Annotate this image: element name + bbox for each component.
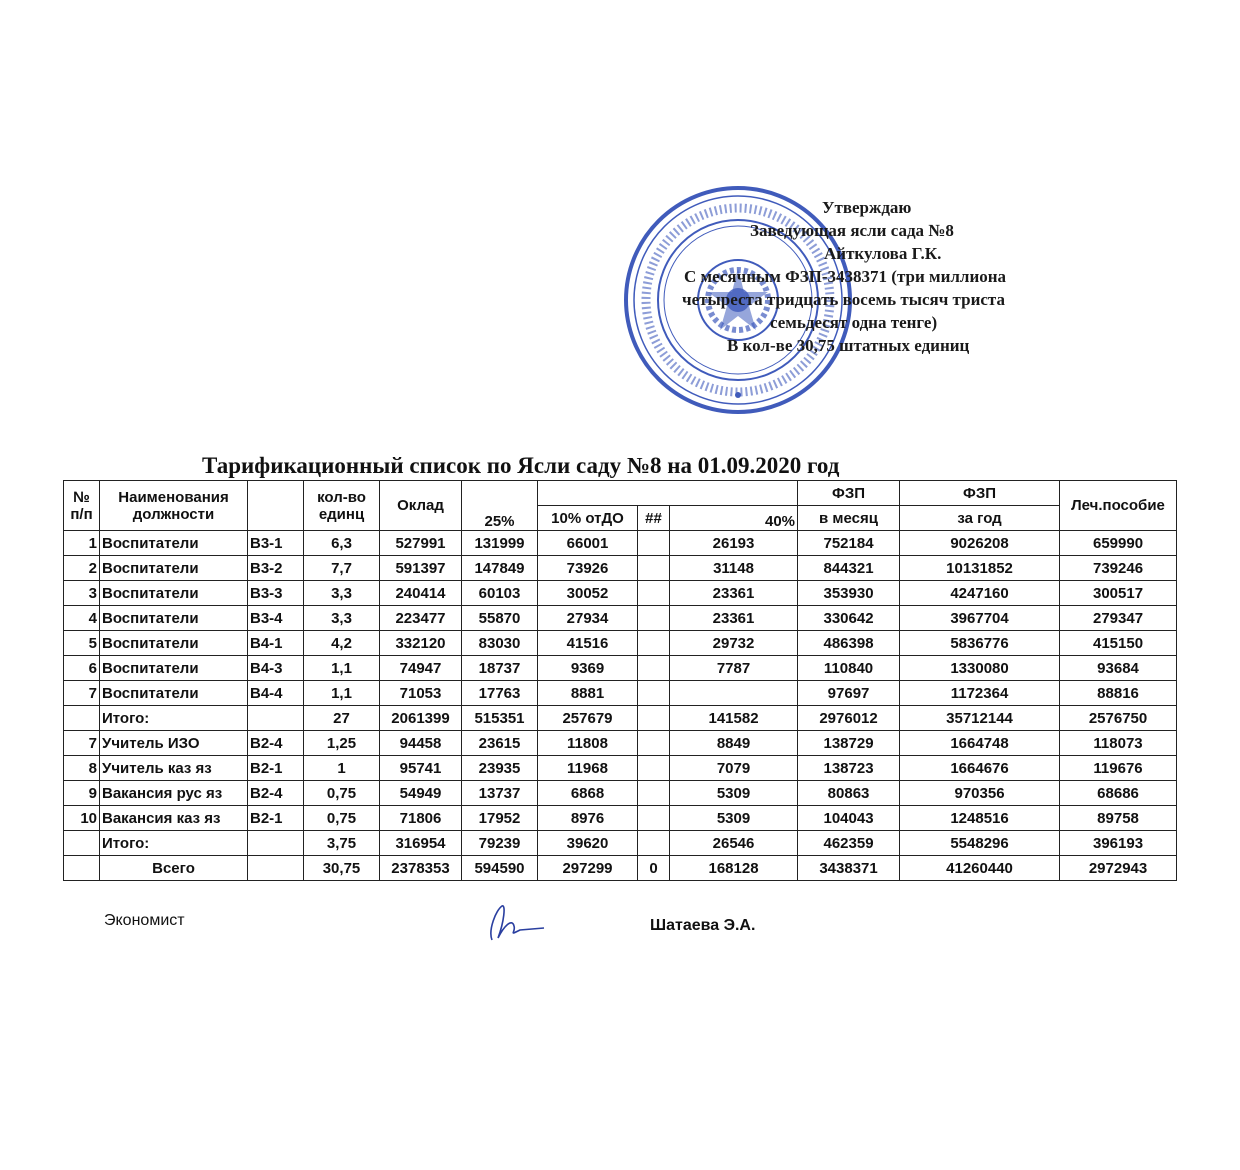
cell-row-number: 1 xyxy=(64,531,100,556)
cell-hash-value xyxy=(638,731,670,756)
cell-units: 6,3 xyxy=(304,531,380,556)
cell-hash-value xyxy=(638,556,670,581)
cell-bonus-25pct: 147849 xyxy=(462,556,538,581)
header-category xyxy=(248,481,304,531)
cell-row-number: 5 xyxy=(64,631,100,656)
cell-bonus-25pct: 131999 xyxy=(462,531,538,556)
cell-salary: 2061399 xyxy=(380,706,462,731)
header-benefit: Леч.пособие xyxy=(1060,481,1177,531)
cell-bonus-40pct: 23361 xyxy=(670,581,798,606)
cell-category: В2-4 xyxy=(248,781,304,806)
cell-salary: 71053 xyxy=(380,681,462,706)
cell-position-name: Воспитатели xyxy=(100,656,248,681)
approval-line: Айткулова Г.К. xyxy=(824,244,942,263)
economist-label: Экономист xyxy=(104,912,185,929)
cell-salary: 74947 xyxy=(380,656,462,681)
header-units: кол-во единц xyxy=(304,481,380,531)
approval-line: четыреста тридцать восемь тысяч триста xyxy=(682,290,1005,309)
cell-fzp-month: 138723 xyxy=(798,756,900,781)
header-hash: ## xyxy=(638,506,670,531)
cell-units: 27 xyxy=(304,706,380,731)
cell-bonus-25pct: 55870 xyxy=(462,606,538,631)
table-row xyxy=(64,831,1177,856)
cell-position-name: Воспитатели xyxy=(100,531,248,556)
table-row xyxy=(64,531,1177,556)
cell-medical-benefit: 2972943 xyxy=(1060,856,1177,881)
cell-salary: 2378353 xyxy=(380,856,462,881)
cell-bonus-25pct: 83030 xyxy=(462,631,538,656)
tariff-table xyxy=(63,480,1177,881)
cell-fzp-month: 462359 xyxy=(798,831,900,856)
cell-fzp-month: 104043 xyxy=(798,806,900,831)
cell-hash-value: 0 xyxy=(638,856,670,881)
header-40pct: 40% xyxy=(670,506,798,531)
cell-salary: 94458 xyxy=(380,731,462,756)
cell-category xyxy=(248,856,304,881)
approval-line: Утверждаю xyxy=(822,198,912,217)
cell-salary: 332120 xyxy=(380,631,462,656)
cell-bonus-10pct: 8976 xyxy=(538,806,638,831)
cell-salary: 527991 xyxy=(380,531,462,556)
cell-bonus-25pct: 23935 xyxy=(462,756,538,781)
cell-row-number: 6 xyxy=(64,656,100,681)
cell-position-name: Воспитатели xyxy=(100,556,248,581)
cell-medical-benefit: 119676 xyxy=(1060,756,1177,781)
cell-category: В3-2 xyxy=(248,556,304,581)
cell-units: 1,1 xyxy=(304,681,380,706)
cell-fzp-year: 1330080 xyxy=(900,656,1060,681)
cell-salary: 95741 xyxy=(380,756,462,781)
cell-fzp-year: 1664748 xyxy=(900,731,1060,756)
cell-position-name: Воспитатели xyxy=(100,606,248,631)
cell-position-name: Воспитатели xyxy=(100,631,248,656)
cell-fzp-year: 1248516 xyxy=(900,806,1060,831)
cell-category: В3-3 xyxy=(248,581,304,606)
handwritten-signature xyxy=(478,900,548,946)
cell-hash-value xyxy=(638,656,670,681)
cell-bonus-40pct: 8849 xyxy=(670,731,798,756)
header-25pct: 25% xyxy=(462,481,538,531)
header-year: за год xyxy=(900,506,1060,531)
cell-bonus-25pct: 79239 xyxy=(462,831,538,856)
approval-line: семьдесят одна тенге) xyxy=(770,313,938,332)
cell-bonus-25pct: 18737 xyxy=(462,656,538,681)
cell-units: 1,1 xyxy=(304,656,380,681)
cell-position-name: Всего xyxy=(100,856,248,881)
cell-bonus-40pct xyxy=(670,681,798,706)
approval-line: С месячным ФЗП-3438371 (три миллиона xyxy=(684,267,1007,286)
header-salary: Оклад xyxy=(380,481,462,531)
table-row xyxy=(64,556,1177,581)
cell-fzp-month: 752184 xyxy=(798,531,900,556)
cell-bonus-10pct: 39620 xyxy=(538,831,638,856)
cell-units: 30,75 xyxy=(304,856,380,881)
cell-units: 7,7 xyxy=(304,556,380,581)
cell-bonus-25pct: 60103 xyxy=(462,581,538,606)
cell-category xyxy=(248,706,304,731)
cell-bonus-10pct: 30052 xyxy=(538,581,638,606)
cell-bonus-40pct: 29732 xyxy=(670,631,798,656)
cell-hash-value xyxy=(638,781,670,806)
header-10pct: 10% отДО xyxy=(538,506,638,531)
header-number: № п/п xyxy=(64,481,100,531)
cell-bonus-40pct: 26193 xyxy=(670,531,798,556)
cell-fzp-month: 486398 xyxy=(798,631,900,656)
cell-hash-value xyxy=(638,756,670,781)
cell-category: В4-3 xyxy=(248,656,304,681)
cell-row-number xyxy=(64,706,100,731)
header-fzp-year: ФЗП xyxy=(900,481,1060,506)
cell-salary: 240414 xyxy=(380,581,462,606)
cell-fzp-year: 10131852 xyxy=(900,556,1060,581)
header-fzp-month: ФЗП xyxy=(798,481,900,506)
table-row xyxy=(64,806,1177,831)
cell-units: 3,75 xyxy=(304,831,380,856)
cell-hash-value xyxy=(638,831,670,856)
signer-name: Шатаева Э.А. xyxy=(650,917,756,934)
header-month: в месяц xyxy=(798,506,900,531)
cell-row-number xyxy=(64,856,100,881)
cell-category: В3-1 xyxy=(248,531,304,556)
cell-units: 4,2 xyxy=(304,631,380,656)
cell-salary: 316954 xyxy=(380,831,462,856)
cell-bonus-40pct: 31148 xyxy=(670,556,798,581)
cell-bonus-10pct: 9369 xyxy=(538,656,638,681)
table-row xyxy=(64,856,1177,881)
approval-line: В кол-ве 30,75 штатных единиц xyxy=(727,336,970,355)
cell-bonus-25pct: 13737 xyxy=(462,781,538,806)
cell-row-number: 9 xyxy=(64,781,100,806)
table-row xyxy=(64,631,1177,656)
header-position: Наименования должности xyxy=(100,481,248,531)
cell-fzp-month: 330642 xyxy=(798,606,900,631)
cell-fzp-month: 110840 xyxy=(798,656,900,681)
cell-row-number: 7 xyxy=(64,681,100,706)
cell-fzp-year: 970356 xyxy=(900,781,1060,806)
cell-salary: 71806 xyxy=(380,806,462,831)
cell-bonus-25pct: 515351 xyxy=(462,706,538,731)
cell-category: В3-4 xyxy=(248,606,304,631)
cell-units: 1,25 xyxy=(304,731,380,756)
cell-medical-benefit: 415150 xyxy=(1060,631,1177,656)
cell-position-name: Учитель каз яз xyxy=(100,756,248,781)
cell-medical-benefit: 93684 xyxy=(1060,656,1177,681)
cell-row-number: 10 xyxy=(64,806,100,831)
cell-row-number: 8 xyxy=(64,756,100,781)
cell-bonus-25pct: 17763 xyxy=(462,681,538,706)
cell-row-number: 4 xyxy=(64,606,100,631)
cell-fzp-month: 2976012 xyxy=(798,706,900,731)
cell-bonus-10pct: 73926 xyxy=(538,556,638,581)
cell-bonus-10pct: 6868 xyxy=(538,781,638,806)
cell-bonus-10pct: 11968 xyxy=(538,756,638,781)
cell-fzp-year: 35712144 xyxy=(900,706,1060,731)
cell-bonus-10pct: 257679 xyxy=(538,706,638,731)
cell-position-name: Воспитатели xyxy=(100,581,248,606)
cell-fzp-year: 1664676 xyxy=(900,756,1060,781)
table-row xyxy=(64,681,1177,706)
cell-fzp-year: 1172364 xyxy=(900,681,1060,706)
cell-units: 3,3 xyxy=(304,606,380,631)
cell-units: 0,75 xyxy=(304,781,380,806)
cell-salary: 54949 xyxy=(380,781,462,806)
cell-medical-benefit: 68686 xyxy=(1060,781,1177,806)
cell-hash-value xyxy=(638,631,670,656)
cell-hash-value xyxy=(638,581,670,606)
cell-bonus-40pct: 7079 xyxy=(670,756,798,781)
cell-fzp-year: 5548296 xyxy=(900,831,1060,856)
cell-fzp-year: 4247160 xyxy=(900,581,1060,606)
cell-bonus-40pct: 26546 xyxy=(670,831,798,856)
cell-category: В4-1 xyxy=(248,631,304,656)
cell-position-name: Итого: xyxy=(100,831,248,856)
cell-units: 1 xyxy=(304,756,380,781)
cell-hash-value xyxy=(638,531,670,556)
header-blank xyxy=(538,481,798,506)
cell-units: 0,75 xyxy=(304,806,380,831)
cell-position-name: Воспитатели xyxy=(100,681,248,706)
table-header-row xyxy=(64,481,1177,506)
cell-bonus-40pct: 5309 xyxy=(670,806,798,831)
document-title: Тарификационный список по Ясли саду №8 на 01.09.2020 год xyxy=(202,453,840,478)
cell-fzp-month: 844321 xyxy=(798,556,900,581)
cell-bonus-40pct: 5309 xyxy=(670,781,798,806)
table-row xyxy=(64,581,1177,606)
cell-hash-value xyxy=(638,706,670,731)
cell-fzp-year: 3967704 xyxy=(900,606,1060,631)
approval-block xyxy=(672,196,1072,357)
cell-hash-value xyxy=(638,606,670,631)
cell-bonus-25pct: 17952 xyxy=(462,806,538,831)
cell-row-number: 7 xyxy=(64,731,100,756)
cell-category: В2-1 xyxy=(248,756,304,781)
cell-medical-benefit: 300517 xyxy=(1060,581,1177,606)
cell-fzp-month: 138729 xyxy=(798,731,900,756)
cell-row-number xyxy=(64,831,100,856)
cell-bonus-10pct: 27934 xyxy=(538,606,638,631)
cell-row-number: 2 xyxy=(64,556,100,581)
cell-medical-benefit: 118073 xyxy=(1060,731,1177,756)
cell-salary: 223477 xyxy=(380,606,462,631)
cell-units: 3,3 xyxy=(304,581,380,606)
cell-category xyxy=(248,831,304,856)
cell-fzp-month: 353930 xyxy=(798,581,900,606)
cell-bonus-10pct: 41516 xyxy=(538,631,638,656)
cell-position-name: Итого: xyxy=(100,706,248,731)
cell-medical-benefit: 659990 xyxy=(1060,531,1177,556)
cell-bonus-10pct: 11808 xyxy=(538,731,638,756)
cell-medical-benefit: 89758 xyxy=(1060,806,1177,831)
cell-category: В4-4 xyxy=(248,681,304,706)
cell-category: В2-4 xyxy=(248,731,304,756)
cell-fzp-year: 41260440 xyxy=(900,856,1060,881)
cell-bonus-40pct: 7787 xyxy=(670,656,798,681)
cell-hash-value xyxy=(638,806,670,831)
cell-hash-value xyxy=(638,681,670,706)
cell-medical-benefit: 396193 xyxy=(1060,831,1177,856)
cell-medical-benefit: 88816 xyxy=(1060,681,1177,706)
table-row xyxy=(64,706,1177,731)
cell-bonus-40pct: 23361 xyxy=(670,606,798,631)
cell-salary: 591397 xyxy=(380,556,462,581)
table-row xyxy=(64,781,1177,806)
cell-fzp-year: 5836776 xyxy=(900,631,1060,656)
cell-fzp-month: 3438371 xyxy=(798,856,900,881)
cell-category: В2-1 xyxy=(248,806,304,831)
cell-bonus-40pct: 141582 xyxy=(670,706,798,731)
cell-bonus-25pct: 23615 xyxy=(462,731,538,756)
cell-row-number: 3 xyxy=(64,581,100,606)
approval-line: Заведующая ясли сада №8 xyxy=(750,221,954,240)
table-row xyxy=(64,756,1177,781)
cell-medical-benefit: 2576750 xyxy=(1060,706,1177,731)
cell-bonus-40pct: 168128 xyxy=(670,856,798,881)
cell-fzp-month: 80863 xyxy=(798,781,900,806)
table-row xyxy=(64,656,1177,681)
table-row xyxy=(64,731,1177,756)
cell-bonus-25pct: 594590 xyxy=(462,856,538,881)
cell-position-name: Вакансия каз яз xyxy=(100,806,248,831)
table-row xyxy=(64,606,1177,631)
cell-fzp-year: 9026208 xyxy=(900,531,1060,556)
cell-medical-benefit: 739246 xyxy=(1060,556,1177,581)
cell-fzp-month: 97697 xyxy=(798,681,900,706)
cell-bonus-10pct: 297299 xyxy=(538,856,638,881)
cell-position-name: Вакансия рус яз xyxy=(100,781,248,806)
cell-medical-benefit: 279347 xyxy=(1060,606,1177,631)
cell-bonus-10pct: 66001 xyxy=(538,531,638,556)
cell-bonus-10pct: 8881 xyxy=(538,681,638,706)
cell-position-name: Учитель ИЗО xyxy=(100,731,248,756)
